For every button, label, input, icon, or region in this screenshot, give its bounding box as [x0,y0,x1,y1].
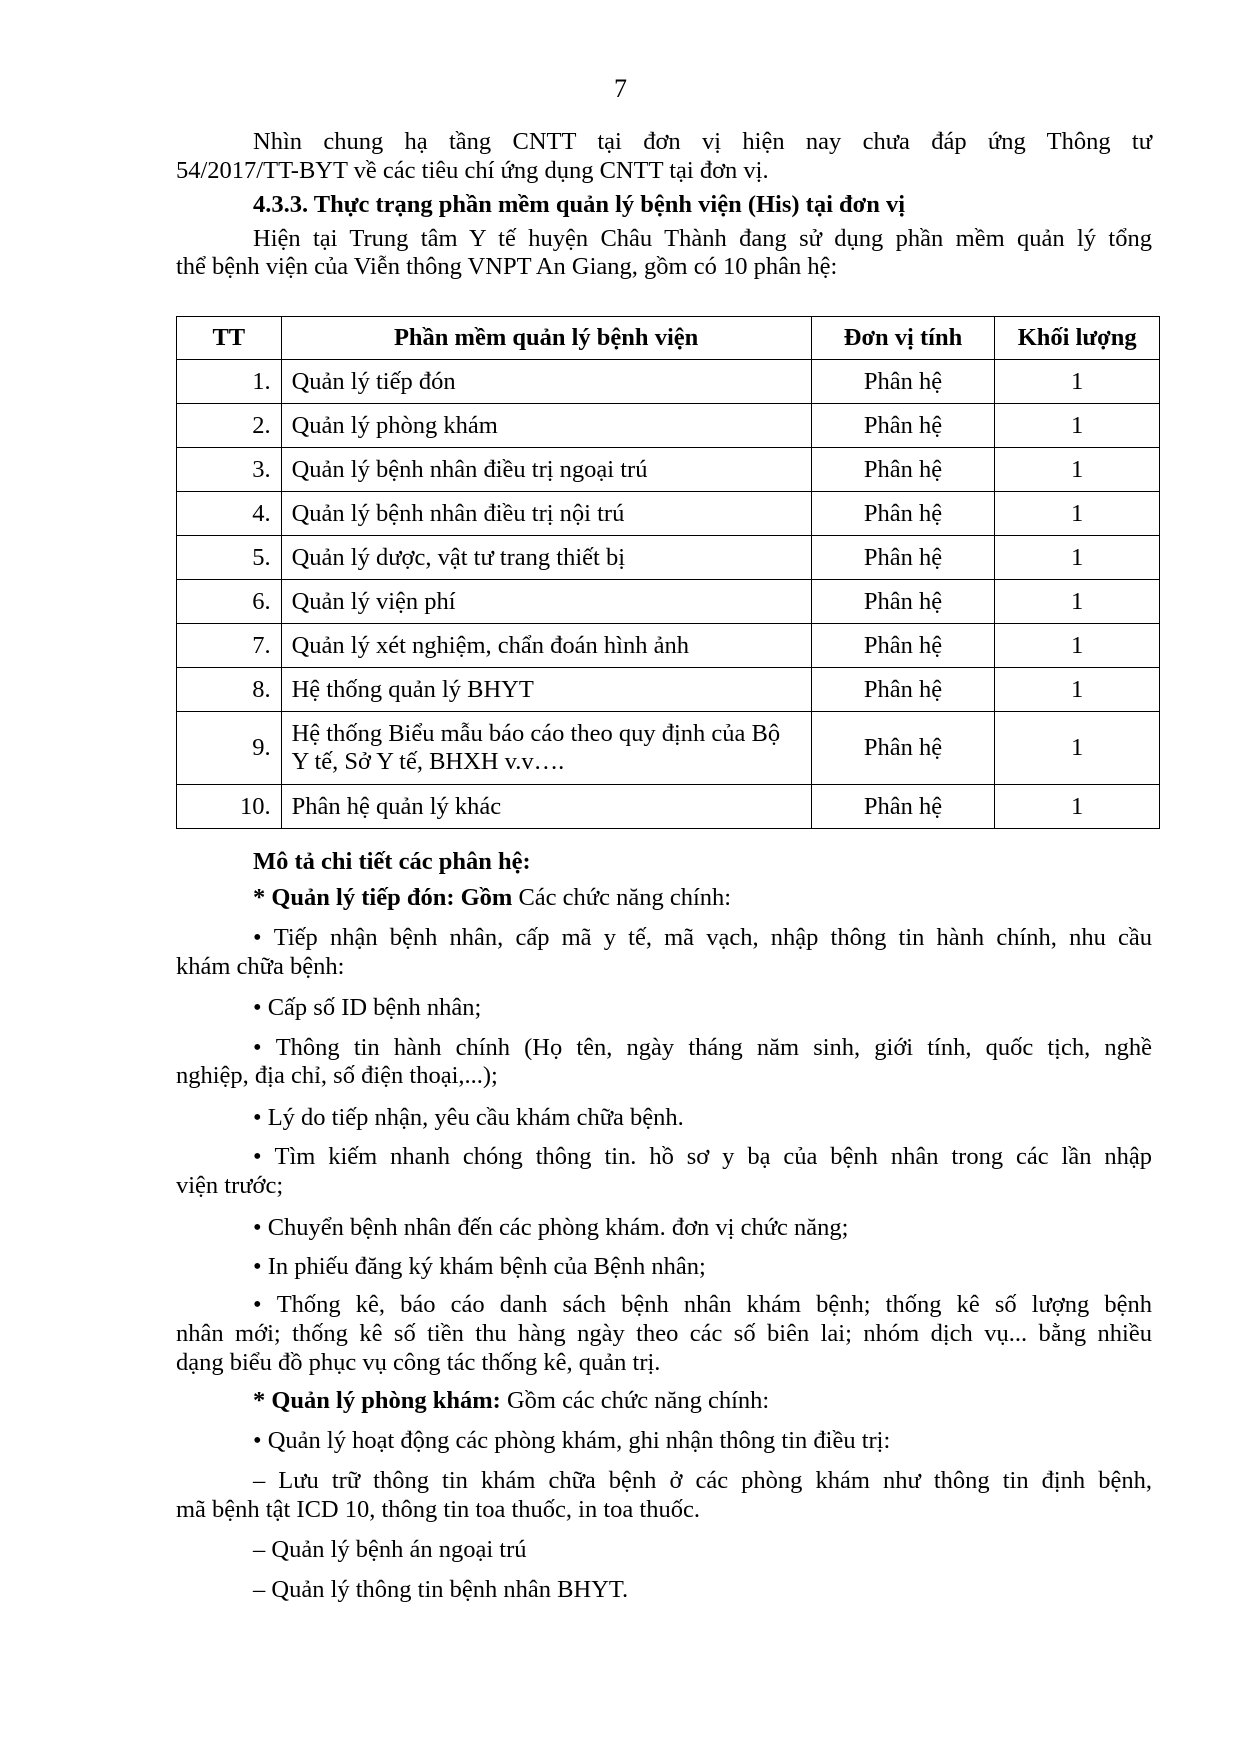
row-module-name: Quản lý xét nghiệm, chẩn đoán hình ảnh [281,624,811,668]
tiep-don-heading [253,883,1229,913]
row-number: 4. [177,492,282,536]
row-module-name: Quản lý phòng khám [281,404,811,448]
intro-line-1: Nhìn chung hạ tầng CNTT tại đơn vị hiện nay chưa đáp ứng Thông tư [253,128,1152,155]
row-module-name: Phân hệ quản lý khác [281,785,811,829]
tiep-don-rest: Các chức năng chính: [512,884,732,911]
tiep-don-bullet-6: • Chuyển bệnh nhân đến các phòng khám. đơn vị chức năng; [253,1213,1229,1243]
row-quantity: 1 [995,360,1160,404]
phong-kham-heading [253,1386,1229,1416]
row-module-name-line-1: Hệ thống Biểu mẫu báo cáo theo quy định của Bộ [291,720,781,747]
tiep-don-bullet-2: • Cấp số ID bệnh nhân; [253,993,1229,1023]
header-tt: TT [177,317,282,360]
row-unit: Phân hệ [811,668,995,712]
table-row [177,536,1160,580]
page-number: 7 [614,74,627,103]
his-modules-table [176,316,1160,829]
tiep-don-bullet-8-line-1: • Thống kê, báo cáo danh sách bệnh nhân khám bệnh; thống kê số lượng bệnh [176,1290,1152,1320]
phong-kham-dash-2: – Quản lý bệnh án ngoại trú [253,1536,527,1563]
row-unit: Phân hệ [811,580,995,624]
tiep-don-bullet-5-line-1: • Tìm kiếm nhanh chóng thông tin. hồ sơ y bạ của bệnh nhân trong các lần nhập [176,1142,1152,1172]
row-number: 3. [177,448,282,492]
intro-line-2: 54/2017/TT-BYT về các tiêu chí ứng dụng CNTT tại đơn vị. [176,157,769,184]
tiep-don-bullet-8-line-3: dạng biểu đồ phục vụ công tác thống kê, quản trị. [176,1349,661,1376]
row-number: 8. [177,668,282,712]
row-unit: Phân hệ [811,712,995,785]
row-number: 1. [177,360,282,404]
details-title: Mô tả chi tiết các phân hệ: [253,848,531,875]
row-module-name: Quản lý bệnh nhân điều trị nội trú [281,492,811,536]
row-module-name: Quản lý tiếp đón [281,360,811,404]
phong-kham-dash-3: – Quản lý thông tin bệnh nhân BHYT. [253,1576,629,1603]
header-unit: Đơn vị tính [811,317,995,360]
phong-kham-label: * Quản lý phòng khám: [253,1387,501,1414]
tiep-don-bullet-1-line-1: • Tiếp nhận bệnh nhân, cấp mã y tế, mã vạch, nhập thông tin hành chính, nhu cầu [176,923,1152,953]
row-quantity: 1 [995,624,1160,668]
phong-kham-bullet-1: • Quản lý hoạt động các phòng khám, ghi nhận thông tin điều trị: [253,1426,1229,1456]
row-number: 7. [177,624,282,668]
tiep-don-label: * Quản lý tiếp đón: Gồm [253,884,513,911]
row-quantity: 1 [995,492,1160,536]
row-quantity: 1 [995,536,1160,580]
row-unit: Phân hệ [811,624,995,668]
tiep-don-bullet-1-line-2: khám chữa bệnh: [176,953,345,980]
phong-kham-dash-1-line-1: – Lưu trữ thông tin khám chữa bệnh ở các phòng khám như thông tin định bệnh, [253,1467,1152,1494]
row-module-name [281,712,811,785]
tiep-don-bullet-3-line-2: nghiệp, địa chỉ, số điện thoại,...); [176,1062,498,1089]
row-number: 2. [177,404,282,448]
row-number: 5. [177,536,282,580]
row-quantity: 1 [995,448,1160,492]
row-unit: Phân hệ [811,448,995,492]
section-heading: 4.3.3. Thực trạng phần mềm quản lý bệnh viện (His) tại đơn vị [253,191,906,218]
table-row [177,448,1160,492]
tiep-don-bullet-7: • In phiếu đăng ký khám bệnh của Bệnh nhân; [253,1252,1229,1282]
row-quantity: 1 [995,580,1160,624]
table-row [177,712,1160,785]
tiep-don-bullet-4: • Lý do tiếp nhận, yêu cầu khám chữa bệnh. [253,1103,1229,1133]
row-module-name: Hệ thống quản lý BHYT [281,668,811,712]
row-module-name: Quản lý bệnh nhân điều trị ngoại trú [281,448,811,492]
header-quantity: Khối lượng [995,317,1160,360]
row-unit: Phân hệ [811,404,995,448]
table-header-row [177,317,1160,360]
table-row [177,785,1160,829]
phong-kham-rest: Gồm các chức năng chính: [500,1387,770,1414]
table-row [177,492,1160,536]
row-number: 10. [177,785,282,829]
table-row [177,580,1160,624]
section-para-line-2: thể bệnh viện của Viễn thông VNPT An Giang, gồm có 10 phân hệ: [176,253,838,280]
tiep-don-bullet-3-line-1: • Thông tin hành chính (Họ tên, ngày tháng năm sinh, giới tính, quốc tịch, nghề [176,1033,1152,1063]
row-quantity: 1 [995,404,1160,448]
row-unit: Phân hệ [811,360,995,404]
table-row [177,404,1160,448]
section-para-line-1: Hiện tại Trung tâm Y tế huyện Châu Thành đang sử dụng phần mềm quản lý tổng [253,225,1152,252]
row-module-name: Quản lý viện phí [281,580,811,624]
table-row [177,360,1160,404]
table-row [177,624,1160,668]
header-software: Phần mềm quản lý bệnh viện [281,317,811,360]
row-unit: Phân hệ [811,536,995,580]
tiep-don-bullet-5-line-2: viện trước; [176,1172,284,1199]
row-module-name-line-2: Y tế, Sở Y tế, BHXH v.v…. [291,748,565,775]
table-row [177,668,1160,712]
row-quantity: 1 [995,668,1160,712]
row-module-name: Quản lý dược, vật tư trang thiết bị [281,536,811,580]
phong-kham-dash-1-line-2: mã bệnh tật ICD 10, thông tin toa thuốc, in toa thuốc. [176,1496,700,1523]
tiep-don-bullet-8-line-2: nhân mới; thống kê số tiền thu hàng ngày theo các số biên lai; nhóm dịch vụ... bằng nhiều [176,1320,1152,1347]
row-unit: Phân hệ [811,492,995,536]
row-number: 6. [177,580,282,624]
row-quantity: 1 [995,712,1160,785]
row-number: 9. [177,712,282,785]
row-quantity: 1 [995,785,1160,829]
row-unit: Phân hệ [811,785,995,829]
